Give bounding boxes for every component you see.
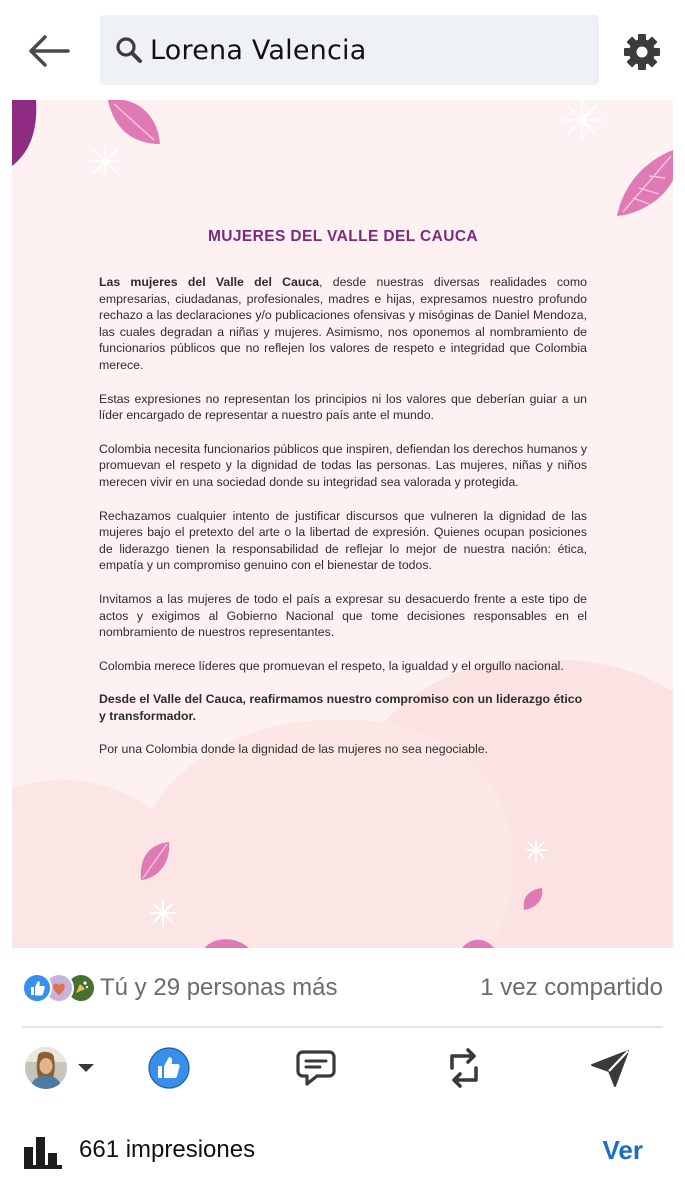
snowflake-decoration <box>560 100 604 142</box>
post-image[interactable] <box>12 100 673 948</box>
paragraph-7 <box>99 691 587 724</box>
send-icon <box>589 1047 631 1089</box>
impressions-count: 661 impresiones <box>79 1136 256 1163</box>
paragraph-1 <box>99 274 587 374</box>
leaf-decoration <box>460 936 496 948</box>
shares-count[interactable]: 1 vez compartido <box>480 974 663 1001</box>
search-query[interactable]: Lorena Valencia <box>150 34 367 66</box>
document-title: MUJERES DEL VALLE DEL CAUCA <box>207 228 479 245</box>
leaf-decoration <box>520 886 546 912</box>
leaf-decoration <box>137 840 173 882</box>
like-button[interactable] <box>145 1040 193 1096</box>
paragraph-1-body: , desde nuestras diversas realidades como empresarias, ciudadanas, profesionales, madres e hijas, expresamos nuestro profundo rechazo a las declaraciones y/o publicaciones ofensivas y misóginas de Daniel Mendoza, las cuales degradan a niñas y mujeres. Asimismo, nos oponemos al nombramiento de funcionarios públicos que no reflejen los valores de respeto e integridad que Colombia merece. <box>99 275 587 372</box>
chevron-down-icon <box>76 1062 96 1074</box>
like-icon <box>148 1047 190 1089</box>
impressions-bar <box>0 1125 685 1181</box>
bar-chart-icon <box>24 1133 62 1169</box>
settings-button[interactable] <box>620 30 664 74</box>
paragraph-3: Colombia necesita funcionarios públicos que inspiren, defiendan los derechos humanos y promuevan el respeto y la dignidad de todas las personas. Las mujeres, niñas y niños merecen vivir en una sociedad donde su integridad sea valorada y protegida. <box>99 441 587 489</box>
avatar <box>24 1046 68 1090</box>
leaf-decoration <box>104 100 164 150</box>
divider <box>22 1026 663 1028</box>
paragraph-2: Estas expresiones no representan los principios ni los valores que deberían guiar a un líder encargado de representar a nuestro país ante el mundo. <box>99 391 587 423</box>
gear-icon <box>622 32 662 72</box>
comment-button[interactable] <box>292 1040 340 1096</box>
reaction-icons[interactable] <box>22 973 94 1003</box>
like-reaction-icon <box>22 973 52 1003</box>
paragraph-1-lead: Las mujeres del Valle del Cauca <box>99 275 320 289</box>
social-counts <box>0 960 685 1018</box>
snowflake-decoration <box>88 144 122 178</box>
repost-icon <box>444 1046 484 1090</box>
paragraph-5: Invitamos a las mujeres de todo el país a expresar su desacuerdo frente a este tipo de actos y exigimos al Gobierno Nacional que tome decisiones responsables en el nombramiento de nuestros representantes. <box>99 591 587 640</box>
leaf-decoration <box>609 150 673 220</box>
comment-icon <box>295 1048 337 1088</box>
paragraph-6: Colombia merece líderes que promuevan el respeto, la igualdad y el orgullo nacional. <box>99 658 564 673</box>
repost-button[interactable] <box>440 1040 488 1096</box>
back-button[interactable] <box>22 28 76 74</box>
snowflake-decoration <box>148 898 178 928</box>
search-bar[interactable] <box>100 15 599 85</box>
back-arrow-icon <box>27 34 71 68</box>
avatar-selector[interactable] <box>20 1040 100 1096</box>
send-button[interactable] <box>586 1040 634 1096</box>
paragraph-8: Por una Colombia donde la dignidad de las mujeres no sea negociable. <box>99 742 488 757</box>
leaf-decoration <box>202 935 252 948</box>
search-icon <box>114 35 144 65</box>
corner-shape-decoration <box>12 100 42 170</box>
paragraph-7-bold: Desde el Valle del Cauca, reafirmamos nuestro compromiso con un liderazgo ético y transformador. <box>99 692 583 723</box>
paragraph-4: Rechazamos cualquier intento de justificar discursos que vulneren la dignidad de las mujeres bajo el pretexto del arte o la libertad de expresión. Quienes ocupan posiciones de liderazgo tienen la responsabilidad de reflejar lo mejor de nuestra nación: ética, empatía y un compromiso genuino con el bienestar de todos. <box>99 508 587 573</box>
statement-document <box>99 228 587 775</box>
view-analytics-link[interactable]: Ver <box>602 1135 643 1165</box>
reactions-count[interactable]: Tú y 29 personas más <box>100 974 338 1001</box>
top-bar <box>0 0 685 100</box>
action-bar <box>0 1040 685 1100</box>
snowflake-decoration <box>524 838 548 862</box>
